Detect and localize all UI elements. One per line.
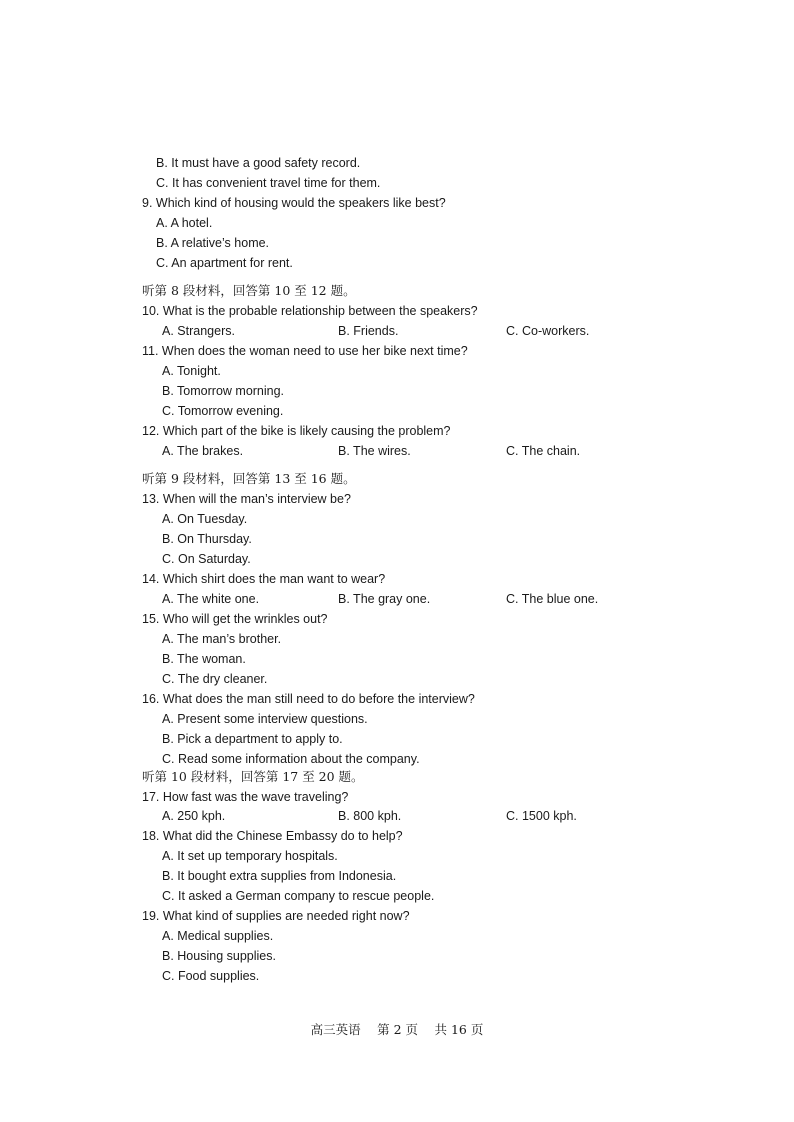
option-10c: C. Co-workers. (506, 324, 590, 338)
question-19: 19. What kind of supplies are needed right now? (142, 909, 410, 923)
option-10b: B. Friends. (338, 324, 399, 338)
option-19c: C. Food supplies. (162, 969, 260, 983)
option-11c: C. Tomorrow evening. (162, 404, 284, 418)
option-9a: A. A hotel. (156, 216, 213, 230)
option-12b: B. The wires. (338, 444, 411, 458)
option-12a: A. The brakes. (162, 444, 244, 458)
option-16a: A. Present some interview questions. (162, 712, 368, 726)
option-19b: B. Housing supplies. (162, 949, 276, 963)
question-16: 16. What does the man still need to do before the interview? (142, 692, 475, 706)
question-11: 11. When does the woman need to use her bike next time? (142, 344, 468, 358)
option-13b: B. On Thursday. (162, 532, 252, 546)
option-16b: B. Pick a department to apply to. (162, 732, 343, 746)
question-12: 12. Which part of the bike is likely causing the problem? (142, 424, 451, 438)
option-17a: A. 250 kph. (162, 809, 226, 823)
question-14: 14. Which shirt does the man want to wear? (142, 572, 386, 586)
option-9b: B. A relative’s home. (156, 236, 270, 250)
question-18: 18. What did the Chinese Embassy do to help? (142, 829, 403, 843)
question-15: 15. Who will get the wrinkles out? (142, 612, 328, 626)
question-13: 13. When will the man’s interview be? (142, 492, 351, 506)
option-11a: A. Tonight. (162, 364, 221, 378)
section-heading-10: 听第 10 段材料，回答第 17 至 20 题。 (142, 769, 364, 784)
option-14a: A. The white one. (162, 592, 260, 606)
option-9c: C. An apartment for rent. (156, 256, 293, 270)
option-15a: A. The man’s brother. (162, 632, 282, 646)
option-17c: C. 1500 kph. (506, 809, 577, 823)
option-8b: B. It must have a good safety record. (156, 156, 361, 170)
option-16c: C. Read some information about the company. (162, 752, 420, 766)
option-11b: B. Tomorrow morning. (162, 384, 285, 398)
option-18a: A. It set up temporary hospitals. (162, 849, 338, 863)
option-13c: C. On Saturday. (162, 552, 251, 566)
question-10: 10. What is the probable relationship between the speakers? (142, 304, 478, 318)
option-18b: B. It bought extra supplies from Indonesia. (162, 869, 397, 883)
option-14b: B. The gray one. (338, 592, 431, 606)
option-10a: A. Strangers. (162, 324, 235, 338)
option-17b: B. 800 kph. (338, 809, 402, 823)
option-18c: C. It asked a German company to rescue people. (162, 889, 435, 903)
option-12c: C. The chain. (506, 444, 581, 458)
question-17: 17. How fast was the wave traveling? (142, 790, 349, 804)
option-19a: A. Medical supplies. (162, 929, 274, 943)
option-8c: C. It has convenient travel time for them. (156, 176, 381, 190)
question-9: 9. Which kind of housing would the speakers like best? (142, 196, 446, 210)
option-15c: C. The dry cleaner. (162, 672, 268, 686)
option-14c: C. The blue one. (506, 592, 599, 606)
section-heading-9: 听第 9 段材料，回答第 13 至 16 题。 (142, 471, 356, 486)
option-15b: B. The woman. (162, 652, 246, 666)
page-footer: 高三英语 第 2 页 共 16 页 (310, 1022, 484, 1037)
section-heading-8: 听第 8 段材料，回答第 10 至 12 题。 (142, 283, 356, 298)
option-13a: A. On Tuesday. (162, 512, 248, 526)
